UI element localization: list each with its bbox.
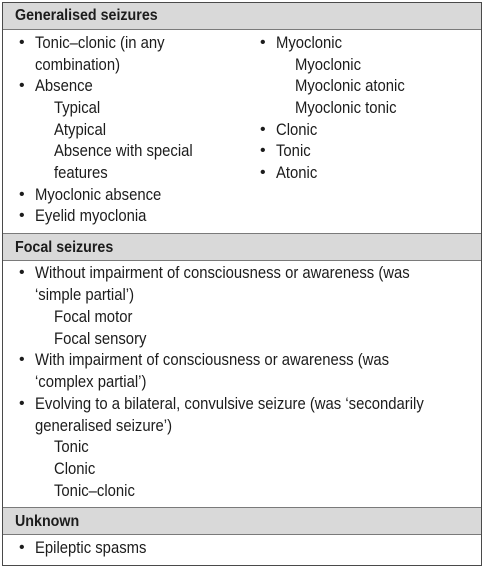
item-with-impairment-line-1: With impairment of consciousness or awareness (was xyxy=(35,351,390,369)
bullet-icon: • xyxy=(19,207,25,224)
unknown-header xyxy=(3,507,481,535)
bullet-icon: • xyxy=(19,77,25,94)
item-myoclonic: Myoclonic xyxy=(276,34,343,52)
sub-item-tonic-clonic: Tonic–clonic xyxy=(54,482,135,500)
item-tonic: Tonic xyxy=(276,142,311,160)
sub-item-focal-sensory: Focal sensory xyxy=(54,330,147,348)
sub-item-myoclonic-atonic: Myoclonic atonic xyxy=(295,77,405,95)
bullet-icon: • xyxy=(260,34,266,51)
bullet-icon: • xyxy=(260,142,266,159)
item-myoclonic-absence: Myoclonic absence xyxy=(35,186,162,204)
generalised-seizures-title: Generalised seizures xyxy=(15,7,158,24)
sub-item-typical: Typical xyxy=(54,99,101,117)
item-tonic-clonic-line-2: combination) xyxy=(35,56,121,74)
item-evolving-line-2: generalised seizure’) xyxy=(35,417,173,435)
sub-item-absence-special-line-1: Absence with special xyxy=(54,142,193,160)
bullet-icon: • xyxy=(19,34,25,51)
bullet-icon: • xyxy=(260,121,266,138)
unknown-title: Unknown xyxy=(15,513,80,530)
bullet-icon: • xyxy=(19,351,25,368)
sub-item-atypical: Atypical xyxy=(54,121,107,139)
focal-seizures-title: Focal seizures xyxy=(15,239,114,256)
bullet-icon: • xyxy=(19,186,25,203)
item-evolving-line-1: Evolving to a bilateral, convulsive seizure (was ‘secondarily xyxy=(35,395,424,413)
item-epileptic-spasms: Epileptic spasms xyxy=(35,539,147,557)
bullet-icon: • xyxy=(260,164,266,181)
item-tonic-clonic-line-1: Tonic–clonic (in any xyxy=(35,34,165,52)
item-eyelid-myoclonia: Eyelid myoclonia xyxy=(35,207,147,225)
sub-item-tonic: Tonic xyxy=(54,438,89,456)
item-with-impairment-line-2: ‘complex partial’) xyxy=(35,373,147,391)
focal-seizures-header xyxy=(3,233,481,261)
sub-item-myoclonic-tonic: Myoclonic tonic xyxy=(295,99,397,117)
item-without-impairment-line-2: ‘simple partial’) xyxy=(35,286,135,304)
sub-item-myoclonic: Myoclonic xyxy=(295,56,362,74)
bullet-icon: • xyxy=(19,539,25,556)
sub-item-clonic: Clonic xyxy=(54,460,96,478)
seizure-classification-table xyxy=(2,2,482,566)
generalised-seizures-header xyxy=(3,3,481,30)
item-absence: Absence xyxy=(35,77,93,95)
item-clonic: Clonic xyxy=(276,121,318,139)
item-atonic: Atonic xyxy=(276,164,318,182)
bullet-icon: • xyxy=(19,395,25,412)
sub-item-absence-special-line-2: features xyxy=(54,164,108,182)
item-without-impairment-line-1: Without impairment of consciousness or awareness (was xyxy=(35,264,410,282)
sub-item-focal-motor: Focal motor xyxy=(54,308,133,326)
bullet-icon: • xyxy=(19,264,25,281)
